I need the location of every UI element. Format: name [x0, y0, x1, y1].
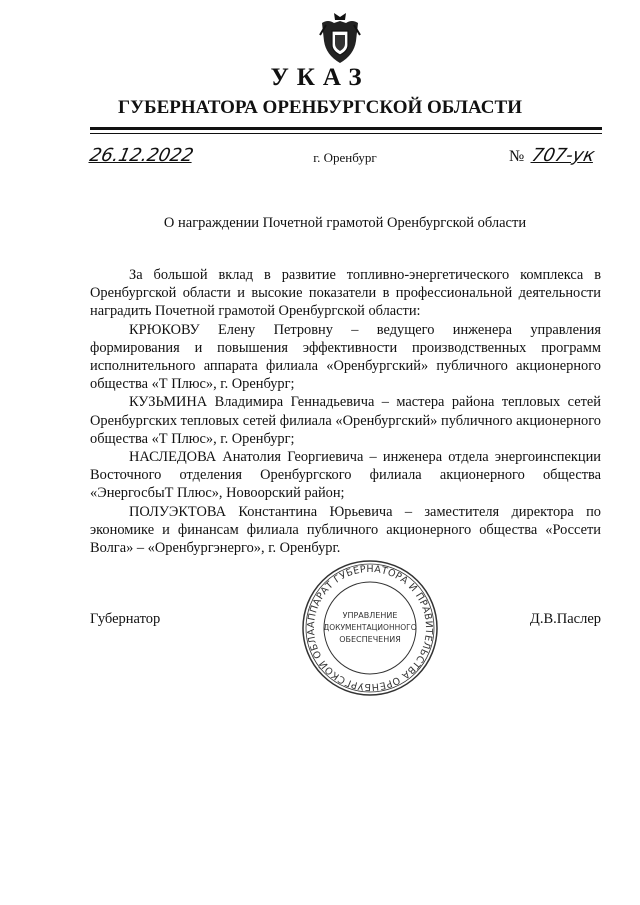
stamp-line-2: ДОКУМЕНТАЦИОННОГО — [323, 623, 417, 632]
paragraph-award-4: ПОЛУЭКТОВА Константина Юрьевича – заместителя директора по экономике и финансам филиала публичного акционерного общества «Россети Волга» – «Оренбургэнерго», г. Оренбург. — [90, 503, 601, 557]
paragraph-award-2: КУЗЬМИНА Владимира Геннадьевича – мастера района тепловых сетей Оренбургских тепловых сетей филиала «Оренбургский» публичного акционерного общества «Т Плюс», г. Оренбург; — [90, 394, 601, 447]
signature-name: Д.В.Паслер — [529, 611, 601, 627]
paragraph-award-3: НАСЛЕДОВА Анатолия Георгиевича – инженера отдела энергоинспекции Восточного отделения Оренбургского филиала акционерного общества «ЭнергосбыТ Плюс», Новоорский район; — [90, 449, 601, 502]
decree-subject: О награждении Почетной грамотой Оренбургской области — [163, 215, 527, 231]
coat-of-arms-icon — [318, 11, 362, 67]
paragraph-intro: За большой вклад в развитие топливно-энергетического комплекса в Оренбургской области и высокие показатели в профессиональной деятельности наградить Почетной грамотой Оренбургской области: — [90, 267, 601, 320]
signature-position: Губернатор — [90, 611, 161, 627]
header-rule-thin — [90, 133, 602, 134]
decree-city: г. Оренбург — [313, 150, 377, 165]
number-value: 707-ук — [529, 145, 597, 166]
decree-subtitle: ГУБЕРНАТОРА ОРЕНБУРГСКОЙ ОБЛАСТИ — [118, 97, 522, 118]
stamp-line-3: ОБЕСПЕЧЕНИЯ — [339, 635, 401, 644]
number-sign: № — [509, 148, 525, 165]
stamp-ring-text: АППАРАТ ГУБЕРНАТОРА И ПРАВИТЕЛЬСТВА ОРЕНБУРГСКОЙ ОБЛА — [305, 563, 435, 693]
paragraph-award-1: КРЮКОВУ Елену Петровну – ведущего инженера управления формирования и повышения эффективности производственных программ исполнительного аппарата филиала «Оренбургский» публичного акционерного общества «Т Плюс», г. Оренбург; — [90, 321, 601, 393]
official-stamp — [300, 558, 440, 698]
header-rule-thick — [90, 127, 602, 130]
stamp-line-1: УПРАВЛЕНИЕ — [342, 611, 398, 620]
decree-body — [90, 266, 601, 557]
decree-number — [509, 145, 597, 166]
decree-title: УКАЗ — [270, 64, 370, 91]
decree-date: 26.12.2022 — [87, 145, 196, 166]
